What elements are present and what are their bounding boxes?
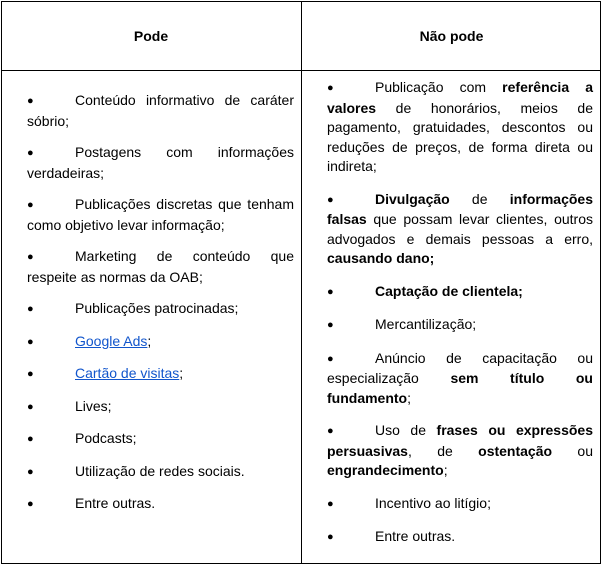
bullet-icon: ● <box>327 319 334 331</box>
item-text: de <box>449 190 510 207</box>
item-emphasis: causando dano; <box>327 250 435 266</box>
item-text: Publicação com <box>375 79 503 95</box>
item-text: Lives; <box>75 397 112 414</box>
item-text: Publicações discretas que tenham como objetivo levar informação; <box>27 196 294 233</box>
list-item <box>327 190 593 269</box>
list-item <box>27 429 294 450</box>
column-divider <box>301 1 302 564</box>
item-text: ; <box>407 389 411 406</box>
item-emphasis: Captação de clientela; <box>375 282 523 299</box>
bullet-icon: ● <box>27 147 34 159</box>
item-text: Podcasts; <box>75 430 137 446</box>
bullet-icon: ● <box>27 251 34 263</box>
list-item <box>327 349 593 409</box>
list-item <box>27 494 294 515</box>
list-item <box>27 332 294 353</box>
bullet-icon: ● <box>27 433 34 445</box>
bullet-icon: ● <box>327 497 334 510</box>
item-text: que possam levar clientes, outros advogados e demais pessoas a erro, <box>327 211 593 247</box>
google-ads-link[interactable]: Google Ads <box>75 332 148 349</box>
header-nao-pode: Não pode <box>419 27 484 44</box>
bullet-icon: ● <box>327 531 334 543</box>
bullet-icon: ● <box>27 95 34 107</box>
item-text: de honorários, meios de pagamento, gratuidades, descontos ou reduções de preços, de forma direta ou indireta; <box>327 99 593 174</box>
item-emphasis: frases ou expressões persuasivas <box>327 422 593 459</box>
list-item <box>327 78 593 177</box>
item-text: Entre outras. <box>375 528 456 544</box>
item-emphasis: engrandecimento <box>327 462 444 478</box>
item-text: ; <box>147 332 152 349</box>
list-item <box>27 143 294 183</box>
header-divider <box>1 70 601 71</box>
item-emphasis: ostentação <box>478 442 553 459</box>
bullet-icon: ● <box>327 285 334 298</box>
list-item <box>27 397 294 418</box>
list-item <box>27 364 294 385</box>
item-text: , de <box>407 442 479 459</box>
item-text: Incentivo ao litígio; <box>375 494 491 511</box>
bullet-icon: ● <box>27 400 34 413</box>
column-nao-pode <box>327 78 593 561</box>
bullet-icon: ● <box>27 368 34 380</box>
item-text: Anúncio de capacitação ou especialização <box>327 349 593 386</box>
bullet-icon: ● <box>27 303 34 315</box>
list-item <box>27 247 294 287</box>
bullet-icon: ● <box>327 425 334 437</box>
bullet-icon: ● <box>327 352 334 365</box>
item-text: ; <box>179 365 184 381</box>
list-item <box>327 527 593 548</box>
bullet-icon: ● <box>27 335 34 348</box>
item-emphasis: Divulgação <box>375 190 450 207</box>
item-text: Mercantilização; <box>375 316 477 332</box>
bullet-icon: ● <box>327 82 334 94</box>
item-text: Entre outras. <box>75 495 156 511</box>
item-text: Uso de <box>375 422 437 438</box>
column-pode <box>27 91 294 527</box>
list-item <box>327 315 593 336</box>
item-emphasis: informações falsas <box>327 190 593 227</box>
list-item <box>27 195 294 235</box>
bullet-icon: ● <box>27 465 34 478</box>
list-item <box>327 421 593 481</box>
item-text: ou <box>552 442 593 459</box>
list-item <box>327 494 593 515</box>
item-emphasis: sem título ou fundamento <box>327 370 593 406</box>
item-text: Marketing de conteúdo que respeite as normas da OAB; <box>27 248 294 285</box>
list-item <box>27 91 294 131</box>
item-emphasis: referência a valores <box>327 79 594 116</box>
item-text: Utilização de redes sociais. <box>75 462 245 479</box>
cartao-de-visitas-link[interactable]: Cartão de visitas <box>75 365 180 381</box>
item-text: Postagens com informações verdadeiras; <box>27 144 294 181</box>
list-item <box>27 299 294 320</box>
header-pode: Pode <box>133 27 169 44</box>
item-text: Publicações patrocinadas; <box>75 300 239 316</box>
bullet-icon: ● <box>27 199 34 211</box>
list-item <box>327 282 593 303</box>
list-item <box>27 462 294 483</box>
item-text: Conteúdo informativo de caráter sóbrio; <box>27 92 294 129</box>
bullet-icon: ● <box>27 498 34 510</box>
bullet-icon: ● <box>327 193 334 206</box>
item-text: ; <box>443 462 448 478</box>
